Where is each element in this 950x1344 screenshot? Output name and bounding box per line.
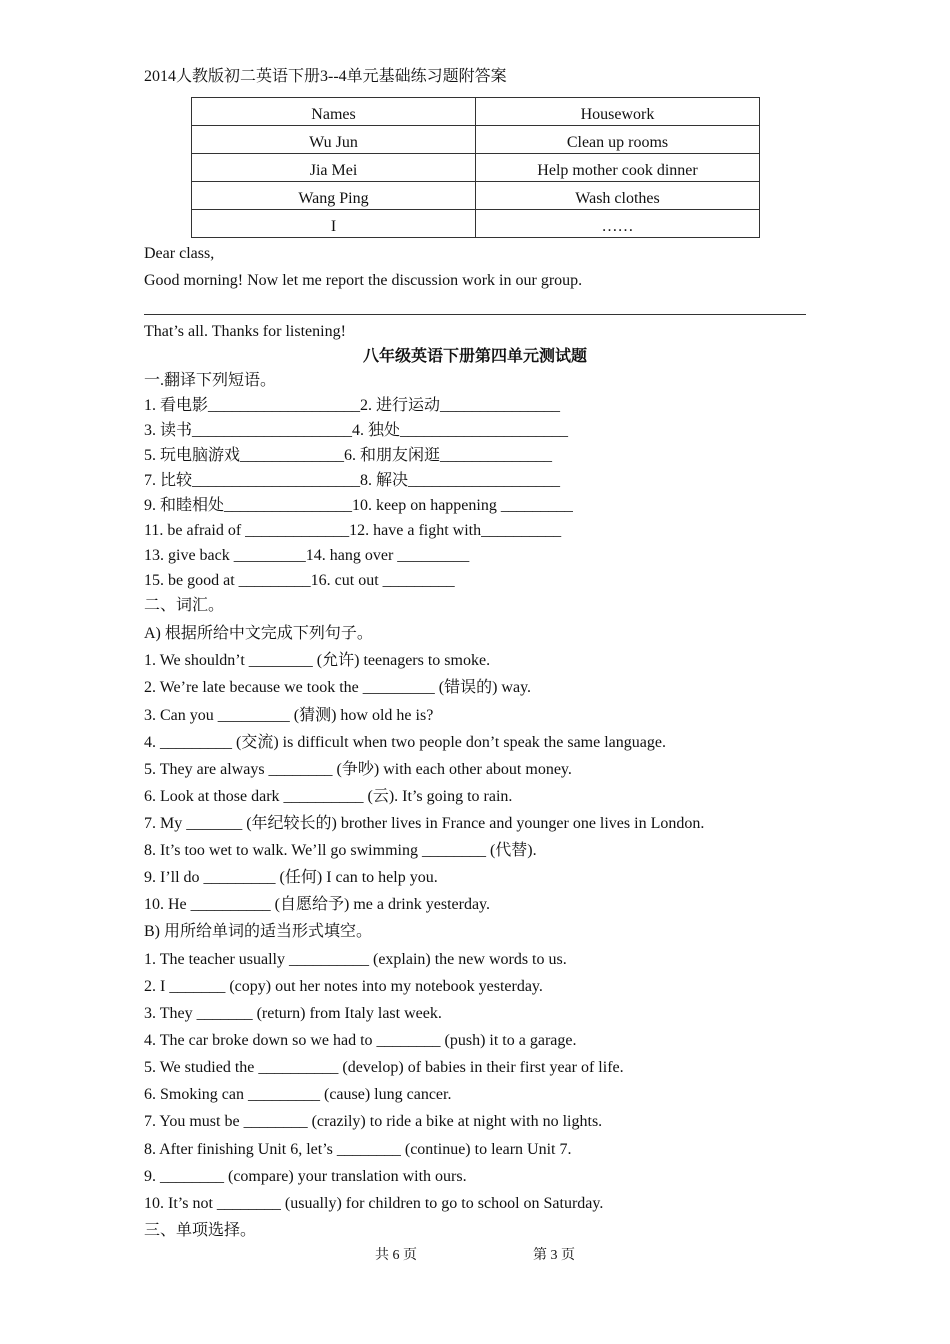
table-row bbox=[192, 182, 760, 210]
phrase-line: 5. 玩电脑游戏_____________6. 和朋友闲逛______________ bbox=[144, 447, 553, 464]
partA-item: 6. Look at those dark __________ (云). It’s going to rain. bbox=[144, 788, 513, 805]
partB-item: 2. I _______ (copy) out her notes into my notebook yesterday. bbox=[144, 978, 543, 995]
section3-heading: 三、单项选择。 bbox=[144, 1222, 257, 1239]
partA-item: 1. We shouldn’t ________ (允许) teenagers to smoke. bbox=[144, 652, 491, 669]
section2-heading: 二、词汇。 bbox=[144, 597, 225, 614]
partB-item: 7. You must be ________ (crazily) to ride a bike at night with no lights. bbox=[144, 1113, 603, 1130]
partA-item: 8. It’s too wet to walk. We’ll go swimming ________ (代替). bbox=[144, 842, 537, 859]
table-header-row bbox=[192, 98, 760, 126]
table-cell-name: Wu Jun bbox=[192, 126, 476, 154]
phrase-line: 15. be good at _________16. cut out _________ bbox=[144, 572, 455, 589]
letter-opening: Good morning! Now let me report the discussion work in our group. bbox=[144, 272, 583, 289]
partA-item: 4. _________ (交流) is difficult when two people don’t speak the same language. bbox=[144, 734, 666, 751]
partA-item: 3. Can you _________ (猜测) how old he is? bbox=[144, 707, 434, 724]
partB-item: 1. The teacher usually __________ (explain) the new words to us. bbox=[144, 951, 567, 968]
document-title: 2014人教版初二英语下册3--4单元基础练习题附答案 bbox=[144, 68, 507, 85]
footer-current-page: 第 3 页 bbox=[533, 1248, 575, 1263]
table-cell-name: Wang Ping bbox=[192, 182, 476, 210]
writing-line bbox=[144, 314, 806, 315]
partA-heading: A) 根据所给中文完成下列句子。 bbox=[144, 625, 373, 642]
table-row bbox=[192, 210, 760, 238]
partB-heading: B) 用所给单词的适当形式填空。 bbox=[144, 923, 373, 940]
partA-item: 10. He __________ (自愿给予) me a drink yesterday. bbox=[144, 896, 491, 913]
table-cell-housework: Wash clothes bbox=[476, 182, 760, 210]
table-header-housework: Housework bbox=[476, 98, 760, 126]
housework-table bbox=[191, 97, 760, 238]
partA-item: 5. They are always ________ (争吵) with each other about money. bbox=[144, 761, 572, 778]
phrase-line: 7. 比较_____________________8. 解决___________________ bbox=[144, 472, 561, 489]
table-cell-housework: Help mother cook dinner bbox=[476, 154, 760, 182]
phrase-line: 3. 读书____________________4. 独处_____________________ bbox=[144, 422, 569, 439]
phrase-line: 13. give back _________14. hang over _________ bbox=[144, 547, 470, 564]
partB-item: 5. We studied the __________ (develop) of babies in their first year of life. bbox=[144, 1059, 624, 1076]
table-cell-name: Jia Mei bbox=[192, 154, 476, 182]
table-cell-housework: Clean up rooms bbox=[476, 126, 760, 154]
partB-item: 9. ________ (compare) your translation with ours. bbox=[144, 1168, 467, 1185]
partB-item: 6. Smoking can _________ (cause) lung cancer. bbox=[144, 1086, 452, 1103]
phrase-line: 1. 看电影___________________2. 进行运动_______________ bbox=[144, 397, 561, 414]
partB-item: 10. It’s not ________ (usually) for children to go to school on Saturday. bbox=[144, 1195, 604, 1212]
partA-item: 7. My _______ (年纪较长的) brother lives in France and younger one lives in London. bbox=[144, 815, 705, 832]
footer-total-pages: 共 6 页 bbox=[375, 1248, 417, 1263]
letter-closing: That’s all. Thanks for listening! bbox=[144, 323, 346, 340]
partB-item: 3. They _______ (return) from Italy last week. bbox=[144, 1005, 442, 1022]
table-cell-housework: …… bbox=[476, 210, 760, 238]
partA-item: 2. We’re late because we took the _________ (错误的) way. bbox=[144, 679, 532, 696]
table-cell-name: I bbox=[192, 210, 476, 238]
letter-salutation: Dear class, bbox=[144, 245, 215, 262]
phrase-line: 9. 和睦相处________________10. keep on happening _________ bbox=[144, 497, 573, 514]
phrase-line: 11. be afraid of _____________12. have a fight with__________ bbox=[144, 522, 562, 539]
table-row bbox=[192, 154, 760, 182]
table-row bbox=[192, 126, 760, 154]
table-header-names: Names bbox=[192, 98, 476, 126]
partA-item: 9. I’ll do _________ (任何) I can to help you. bbox=[144, 869, 438, 886]
partB-item: 4. The car broke down so we had to ________ (push) it to a garage. bbox=[144, 1032, 577, 1049]
test-title: 八年级英语下册第四单元测试题 bbox=[362, 348, 587, 365]
partB-item: 8. After finishing Unit 6, let’s ________ (continue) to learn Unit 7. bbox=[144, 1141, 572, 1158]
section1-heading: 一.翻译下列短语。 bbox=[144, 372, 277, 389]
